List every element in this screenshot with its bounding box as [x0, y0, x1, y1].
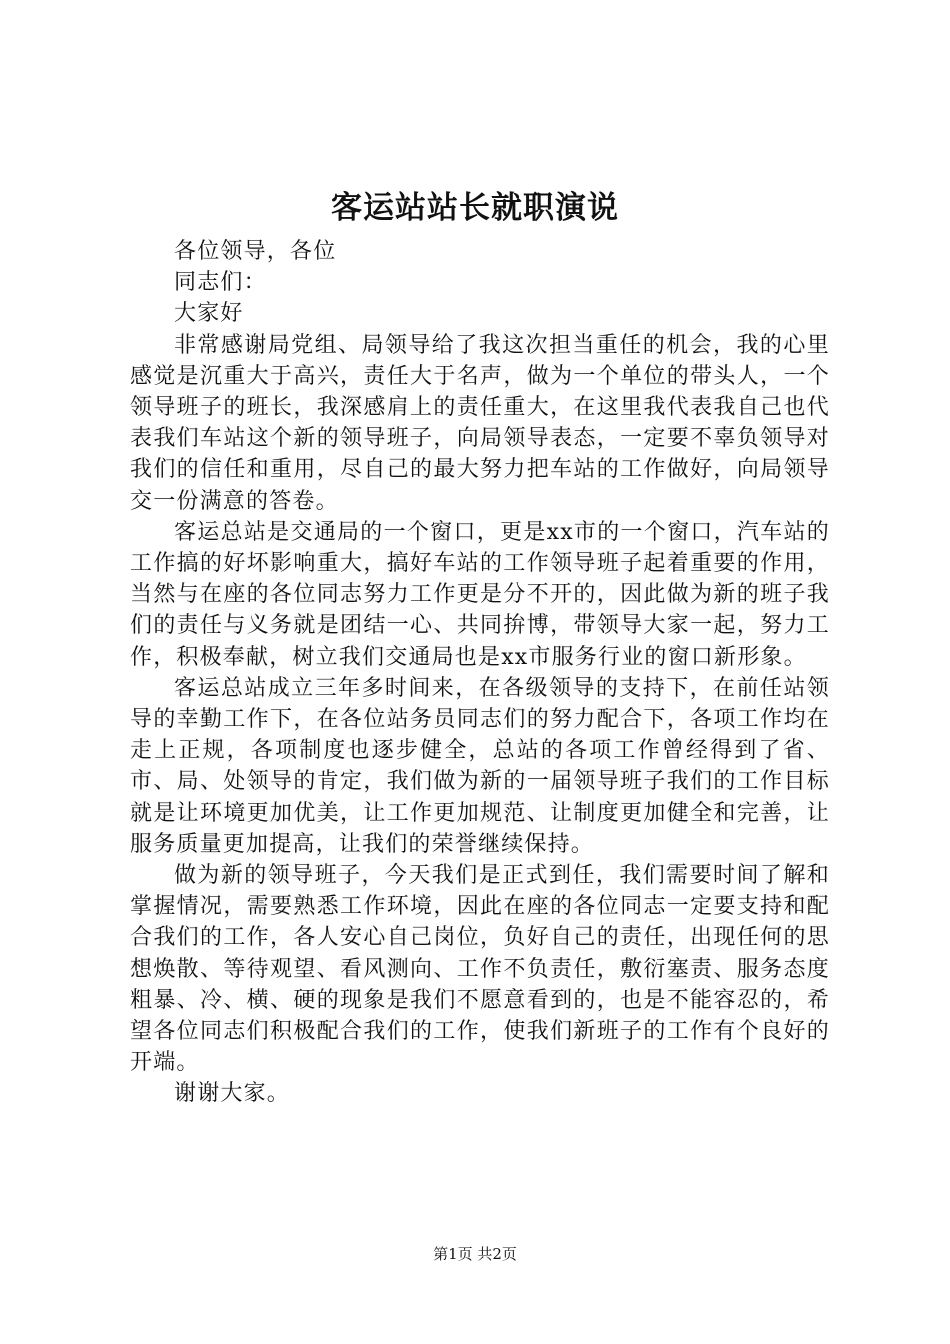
- page-footer: 第1页 共2页: [433, 1245, 517, 1263]
- paragraph-3: 客运总站成立三年多时间来，在各级领导的支持下，在前任站领导的幸勤工作下，在各位站务员同志们的努力配合下，各项工作均在走上正规，各项制度也逐步健全，总站的各项工作曾经得到了省、市、局、处领导的肯定，我们做为新的一届领导班子我们的工作目标就是让环境更加优美，让工作更加规范、让制度更加健全和完善，让服务质量更加提高，让我们的荣誉继续保持。: [130, 675, 830, 857]
- greeting-line-2: 同志们：: [174, 270, 267, 296]
- document-title: 客运站站长就职演说: [331, 190, 619, 226]
- paragraph-2: 客运总站是交通局的一个窗口，更是xx市的一个窗口，汽车站的工作搞的好坏影响重大，搞好车站的工作领导班子起着重要的作用，当然与在座的各位同志努力工作更是分不开的，因此做为新的班子我们的责任与义务就是团结一心、共同拚博，带领导大家一起，努力工作，积极奉献，树立我们交通局也是xx市服务行业的窗口新形象。: [130, 519, 830, 670]
- closing-line: 谢谢大家。: [174, 1081, 291, 1107]
- greeting-line-3: 大家好: [174, 301, 244, 327]
- paragraph-4: 做为新的领导班子，今天我们是正式到任，我们需要时间了解和掌握情况，需要熟悉工作环境，因此在座的各位同志一定要支持和配合我们的工作，各人安心自己岗位，负好自己的责任，出现任何的思想焕散、等待观望、看风测向、工作不负责任，敷衍塞责、服务态度粗暴、冷、横、硬的现象是我们不愿意看到的，也是不能容忍的，希望各位同志们积极配合我们的工作，使我们新班子的工作有个良好的开端。: [130, 863, 830, 1076]
- document-body: [130, 236, 830, 1110]
- paragraph-1: 非常感谢局党组、局领导给了我这次担当重任的机会，我的心里感觉是沉重大于高兴，责任大于名声，做为一个单位的带头人，一个领导班子的班长，我深感肩上的责任重大，在这里我代表我自己也代表我们车站这个新的领导班子，向局领导表态，一定要不辜负领导对我们的信任和重用，尽自己的最大努力把车站的工作做好，向局领导交一份满意的答卷。: [130, 332, 830, 514]
- greeting-line-1: 各位领导，各位: [174, 239, 337, 264]
